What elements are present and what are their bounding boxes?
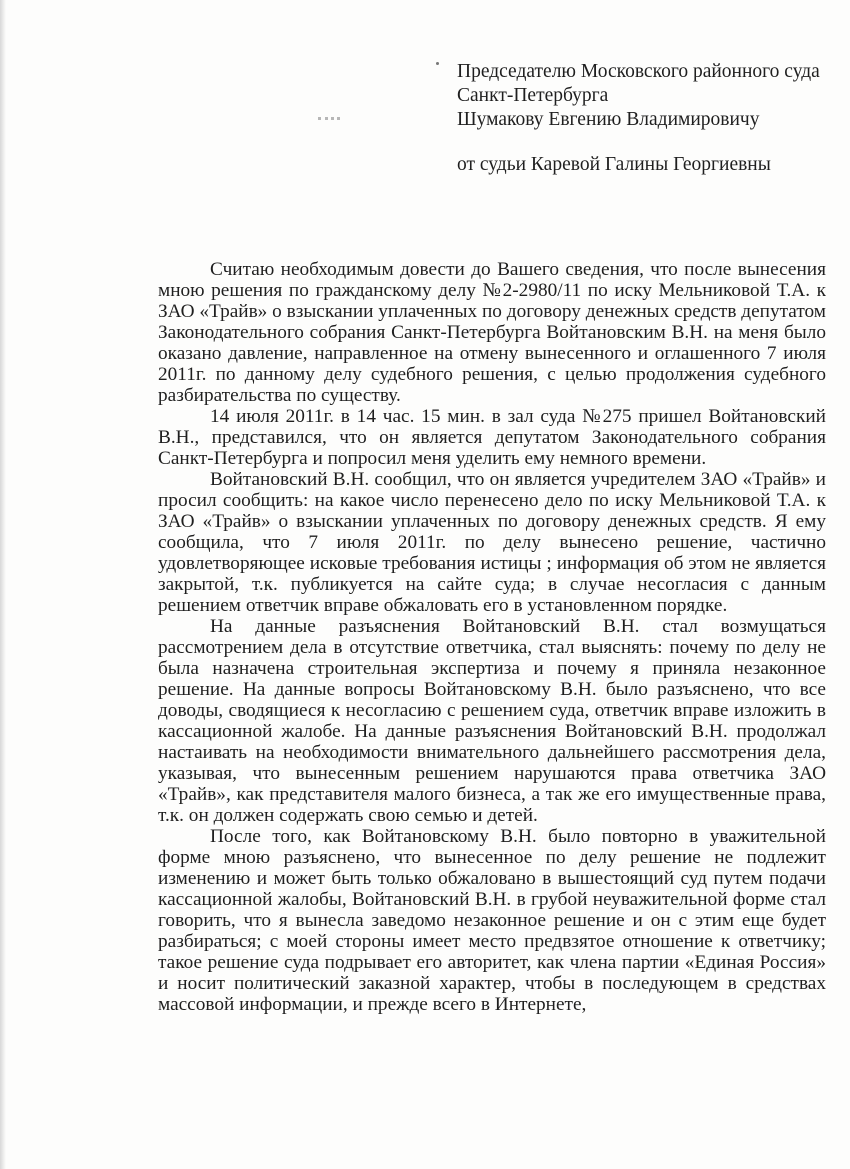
paragraph: Войтановский В.Н. сообщил, что он является учредителем ЗАО «Трайв» и просил сообщить: на какое число перенесено дело по иску Мельниковой Т.А. к ЗАО «Трайв» о взыскании уплаченных по договору денежных средств. Я ему сообщила, что 7 июля 2011г. по делу вынесено решение, частично удовлетворяющее исковые требования истицы ; информация об этом не является закрытой, т.к. публикуется на сайте суда; в случае несогласия с данным решением ответчик вправе обжаловать его в установленном порядке. [158,469,826,616]
paragraph: На данные разъяснения Войтановский В.Н. стал возмущаться рассмотрением дела в отсутствие ответчика, стал выяснять: почему по делу не была назначена строительная экспертиза и почему я приняла незаконное решение. На данные вопросы Войтановскому В.Н. было разъяснено, что все доводы, сводящиеся к несогласию с решением суда, ответчик вправе изложить в кассационной жалобе. На данные разъяснения Войтановский В.Н. продолжал настаивать на необходимости внимательного дальнейшего рассмотрения дела, указывая, что вынесенным решением нарушаются права ответчика ЗАО «Трайв», как представителя малого бизнеса, а так же его имущественные права, т.к. он должен содержать свою семью и детей. [158,616,826,826]
addressee-line: Председателю Московского районного суда [457,61,820,82]
letter-body [158,259,826,1015]
paragraph: 14 июля 2011г. в 14 час. 15 мин. в зал суда №275 пришел Войтановский В.Н., представился, что он является депутатом Законодательного собрания Санкт-Петербурга и попросил меня уделить ему немного времени. [158,406,826,469]
paragraph: После того, как Войтановскому В.Н. было повторно в уважительной форме мною разъяснено, что вынесенное по делу решение не подлежит изменению и может быть только обжаловано в вышестоящий суд путем подачи кассационной жалобы, Войтановский В.Н. в грубой неуважительной форме стал говорить, что я вынесла заведомо незаконное решение и он с этим еще будет разбираться; с моей стороны имеет место предвзятое отношение к ответчику; такое решение суда подрывает его авторитет, как члена партии «Единая Россия» и носит политический заказной характер, чтобы в последующем в средствах массовой информации, и прежде всего в Интернете, [158,826,826,1015]
sender-line: от судьи Каревой Галины Георгиевны [457,154,771,175]
addressee-line: Санкт-Петербурга [457,85,609,106]
scan-speck [436,62,439,65]
scan-smudge [318,117,340,126]
paragraph: Считаю необходимым довести до Вашего сведения, что после вынесения мною решения по гражданскому делу №2-2980/11 по иску Мельниковой Т.А. к ЗАО «Трайв» о взыскании уплаченных по договору денежных средств депутатом Законодательного собрания Санкт-Петербурга Войтановским В.Н. на меня было оказано давление, направленное на отмену вынесенного и оглашенного 7 июля 2011г. по данному делу судебного решения, с целью продолжения судебного разбирательства по существу. [158,259,826,406]
addressee-block [457,60,847,132]
scan-edge-shadow [0,0,6,1169]
addressee-line: Шумакову Евгению Владимировичу [457,109,760,130]
